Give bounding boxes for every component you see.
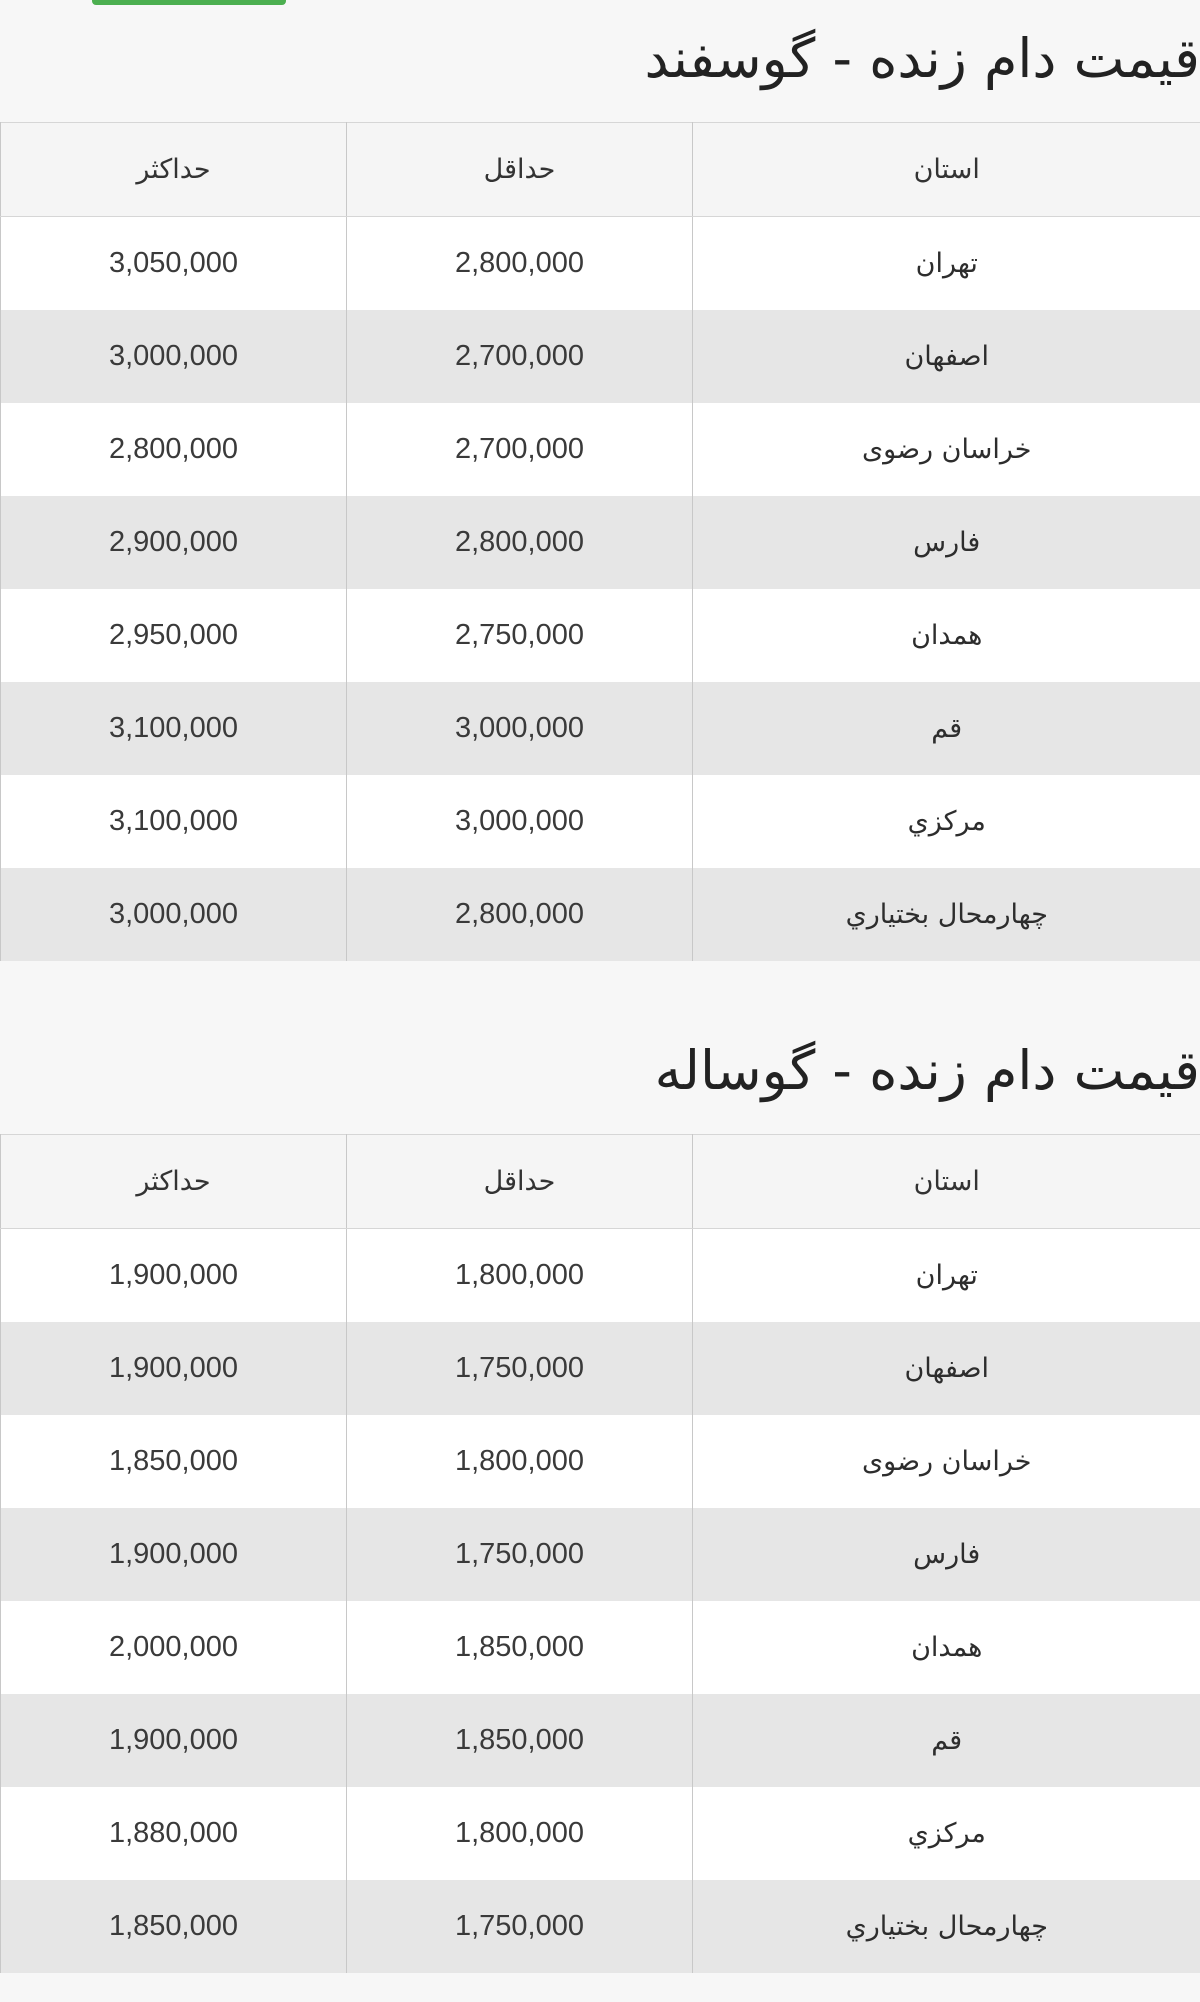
table-row	[1, 1787, 1200, 1880]
min-price-cell: 1,850,000	[347, 1601, 693, 1694]
header-min: حداقل	[347, 1135, 693, 1229]
min-price-cell: 1,800,000	[347, 1415, 693, 1508]
province-cell: قم	[693, 682, 1200, 775]
min-price-cell: 2,750,000	[347, 589, 693, 682]
table-row	[1, 1694, 1200, 1787]
table-row	[1, 1880, 1200, 1973]
section-title-sheep: قیمت دام زنده - گوسفند	[644, 27, 1200, 90]
max-price-cell: 3,100,000	[1, 775, 347, 868]
min-price-cell: 2,700,000	[347, 403, 693, 496]
table-row	[1, 775, 1200, 868]
max-price-cell: 1,900,000	[1, 1508, 347, 1601]
table-row	[1, 1322, 1200, 1415]
max-price-cell: 1,880,000	[1, 1787, 347, 1880]
province-cell: فارس	[693, 496, 1200, 589]
header-max: حداکثر	[1, 123, 347, 217]
table-row	[1, 1415, 1200, 1508]
province-cell: مرکزي	[693, 775, 1200, 868]
max-price-cell: 3,100,000	[1, 682, 347, 775]
header-province: استان	[693, 123, 1200, 217]
max-price-cell: 3,000,000	[1, 310, 347, 403]
table-row	[1, 589, 1200, 682]
min-price-cell: 1,750,000	[347, 1880, 693, 1973]
province-cell: خراسان رضوی	[693, 1415, 1200, 1508]
max-price-cell: 2,000,000	[1, 1601, 347, 1694]
table-row	[1, 403, 1200, 496]
min-price-cell: 1,750,000	[347, 1508, 693, 1601]
max-price-cell: 2,800,000	[1, 403, 347, 496]
min-price-cell: 1,750,000	[347, 1322, 693, 1415]
min-price-cell: 3,000,000	[347, 775, 693, 868]
sheep-price-table	[0, 122, 1200, 961]
table-row	[1, 496, 1200, 589]
max-price-cell: 3,000,000	[1, 868, 347, 961]
max-price-cell: 3,050,000	[1, 217, 347, 311]
max-price-cell: 1,900,000	[1, 1322, 347, 1415]
min-price-cell: 1,850,000	[347, 1694, 693, 1787]
min-price-cell: 2,700,000	[347, 310, 693, 403]
table-row	[1, 682, 1200, 775]
table-header-row	[1, 123, 1200, 217]
header-min: حداقل	[347, 123, 693, 217]
max-price-cell: 2,900,000	[1, 496, 347, 589]
table-row	[1, 868, 1200, 961]
max-price-cell: 1,900,000	[1, 1229, 347, 1323]
min-price-cell: 2,800,000	[347, 496, 693, 589]
header-max: حداکثر	[1, 1135, 347, 1229]
table-row	[1, 1601, 1200, 1694]
province-cell: خراسان رضوی	[693, 403, 1200, 496]
table-row	[1, 1229, 1200, 1323]
province-cell: چهارمحال بختیاري	[693, 1880, 1200, 1973]
max-price-cell: 1,900,000	[1, 1694, 347, 1787]
province-cell: تهران	[693, 217, 1200, 311]
table-row	[1, 310, 1200, 403]
calf-price-table	[0, 1134, 1200, 1973]
province-cell: مرکزي	[693, 1787, 1200, 1880]
province-cell: اصفهان	[693, 1322, 1200, 1415]
province-cell: چهارمحال بختیاري	[693, 868, 1200, 961]
min-price-cell: 1,800,000	[347, 1787, 693, 1880]
max-price-cell: 1,850,000	[1, 1880, 347, 1973]
table-row	[1, 1508, 1200, 1601]
table-header-row	[1, 1135, 1200, 1229]
min-price-cell: 2,800,000	[347, 217, 693, 311]
min-price-cell: 1,800,000	[347, 1229, 693, 1323]
section-title-calf: قیمت دام زنده - گوساله	[654, 1039, 1200, 1102]
max-price-cell: 1,850,000	[1, 1415, 347, 1508]
min-price-cell: 2,800,000	[347, 868, 693, 961]
province-cell: همدان	[693, 1601, 1200, 1694]
max-price-cell: 2,950,000	[1, 589, 347, 682]
min-price-cell: 3,000,000	[347, 682, 693, 775]
province-cell: قم	[693, 1694, 1200, 1787]
top-accent-bar	[92, 0, 286, 5]
province-cell: همدان	[693, 589, 1200, 682]
table-row	[1, 217, 1200, 311]
province-cell: فارس	[693, 1508, 1200, 1601]
province-cell: تهران	[693, 1229, 1200, 1323]
header-province: استان	[693, 1135, 1200, 1229]
province-cell: اصفهان	[693, 310, 1200, 403]
